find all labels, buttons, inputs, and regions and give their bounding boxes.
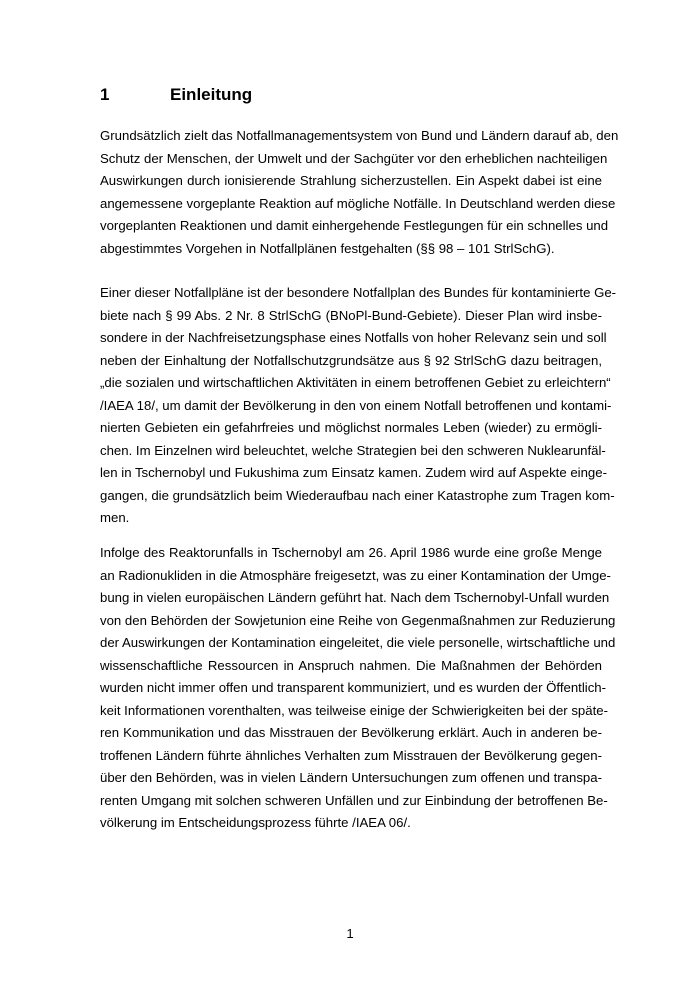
text-line: bung in vielen europäischen Ländern geführt hat. Nach dem Tschernobyl-Unfall wurden: [100, 590, 610, 605]
text-line: Auswirkungen durch ionisierende Strahlung sicherzustellen. Ein Aspekt dabei ist eine: [100, 173, 602, 188]
text-line: renten Umgang mit solchen schweren Unfällen und zur Einbindung der betroffenen Be-: [100, 792, 608, 808]
text-line: troffenen Ländern führte ähnliches Verhalten zum Misstrauen der Bevölkerung gegen-: [100, 747, 602, 763]
text-line: Infolge des Reaktorunfalls in Tschernobyl am 26. April 1986 wurde eine große Menge: [100, 545, 602, 560]
page-number: 1: [346, 926, 354, 941]
text-line: „die sozialen und wirtschaftlichen Aktivitäten in einem betroffenen Gebiet zu erleichtern“: [100, 375, 611, 390]
text-line: vorgeplanten Reaktionen und damit einhergehende Festlegungen für ein schnelles und: [100, 218, 609, 233]
text-line: neben der Einhaltung der Notfallschutzgrundsätze aus § 92 StrlSchG dazu beitragen,: [100, 352, 602, 368]
text-line: Schutz der Menschen, der Umwelt und der Sachgüter vor den erheblichen nachteiligen: [100, 150, 608, 166]
text-line: der Auswirkungen der Kontamination eingeleitet, die viele personelle, wirtschaftliche und: [100, 635, 616, 650]
text-line: biete nach § 99 Abs. 2 Nr. 8 StrlSchG (BNoPl-Bund-Gebiete). Dieser Plan wird insbe-: [100, 307, 602, 323]
text-line: wurden nicht immer offen und transparent kommuniziert, und es wurden der Öffentlich-: [100, 680, 607, 695]
text-line: nierten Gebieten ein gefahrfreies und möglichst normales Leben (wieder) zu ermögli-: [100, 420, 602, 435]
text-line: Einer dieser Notfallpläne ist der besondere Notfallplan des Bundes für kontaminierte Ge-: [100, 285, 617, 300]
text-line: an Radionukliden in die Atmosphäre freigesetzt, was zu einer Kontamination der Umge-: [100, 567, 611, 583]
paragraph-3: [100, 542, 616, 835]
text-line: ren Kommunikation und das Misstrauen der Bevölkerung erklärt. Auch in anderen be-: [100, 725, 602, 740]
text-line: gangen, die grundsätzlich beim Wiederaufbau nach einer Katastrophe zum Tragen kom-: [100, 487, 615, 503]
text-line: keit Informationen vorenthalten, was teilweise einige der Schwierigkeiten bei der späte-: [100, 702, 608, 718]
text-line: men.: [100, 510, 130, 525]
text-line: Grundsätzlich zielt das Notfallmanagementsystem von Bund und Ländern darauf ab, den: [100, 128, 619, 143]
text-line: /IAEA 18/, um damit der Bevölkerung in den von einem Notfall betroffenen und kontami-: [100, 397, 612, 413]
text-line: chen. Im Einzelnen wird beleuchtet, welche Strategien bei den schweren Nuklearunfäl-: [100, 442, 606, 458]
text-line: len in Tschernobyl und Fukushima zum Einsatz kamen. Zudem wird auf Aspekte einge-: [100, 465, 607, 480]
text-line: angemessene vorgeplante Reaktion auf mögliche Notfälle. In Deutschland werden diese: [100, 195, 616, 211]
text-line: völkerung im Entscheidungsprozess führte /IAEA 06/.: [100, 815, 411, 830]
text-line: abgestimmtes Vorgehen in Notfallplänen festgehalten (§§ 98 – 101 StrlSchG).: [100, 240, 555, 256]
text-line: sondere in der Nachfreisetzungsphase eines Notfalls von hoher Relevanz sein und soll: [100, 330, 607, 345]
text-line: wissenschaftliche Ressourcen in Anspruch nahmen. Die Maßnahmen der Behörden: [100, 657, 602, 673]
paragraph-2: [100, 282, 617, 530]
text-line: von den Behörden der Sowjetunion eine Reihe von Gegenmaßnahmen zur Reduzierung: [100, 612, 616, 628]
section-number: 1: [100, 85, 110, 104]
text-line: über den Behörden, was in vielen Ländern Untersuchungen zum offenen und transpa-: [100, 770, 602, 785]
section-title: Einleitung: [170, 85, 253, 104]
paragraph-1: [100, 125, 619, 260]
